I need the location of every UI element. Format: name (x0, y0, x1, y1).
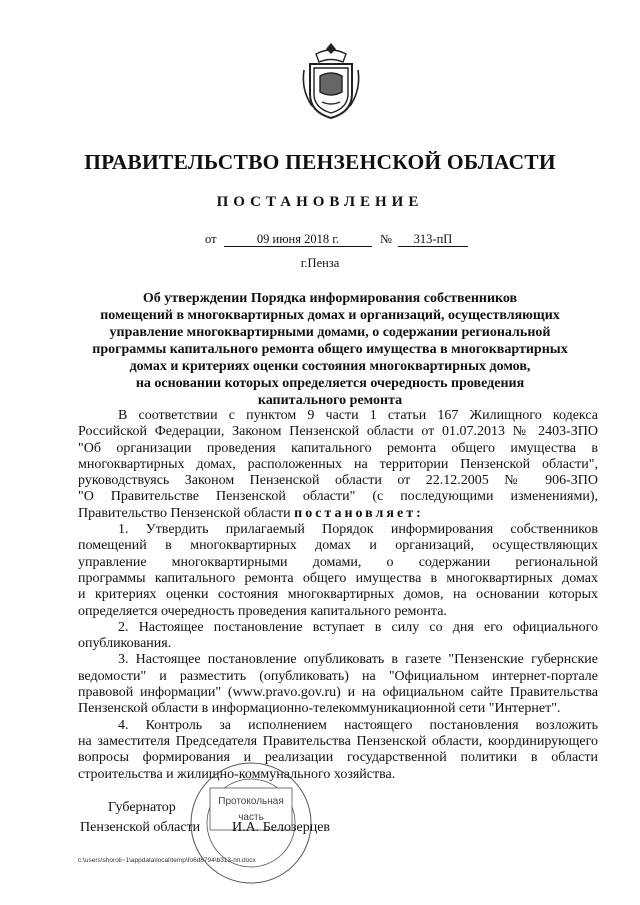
item-line: помещений в многоквартирных домах и организаций, осуществляющих (78, 538, 598, 554)
item-line: опубликования. (78, 636, 172, 652)
from-label: от (205, 232, 217, 246)
preamble-line: "Об организации проведения капитального ремонта общего имущества в (78, 440, 598, 456)
item-line: строительства и жилищно-коммунального хозяйства. (78, 766, 396, 782)
document-heading (60, 290, 600, 409)
city: г.Пенза (300, 256, 340, 270)
item-line: управление многоквартирными домами, о содержании региональной (78, 554, 598, 570)
signature-position-line1: Губернатор (108, 800, 176, 815)
signature-name: И.А. Белозерцев (232, 820, 331, 835)
item-line: определяется очередность проведения капитального ремонта. (78, 603, 447, 619)
coat-of-arms-icon (300, 40, 362, 120)
item-line: на заместителя Председателя Правительства Пензенской области, координирующего (78, 733, 598, 749)
preamble-line: В соответствии с пунктом 9 части 1 статьи 167 Жилищного кодекса (118, 408, 598, 423)
signature-position-line2: Пензенской области (80, 820, 201, 835)
item-line: 3. Настоящее постановление опубликовать в газете "Пензенские губернские (118, 652, 598, 668)
stamp-line-2: часть (238, 812, 264, 823)
item-line: Пензенской области в информационно-телекоммуникационной сети "Интернет". (78, 701, 561, 717)
file-path-footer: c:\users\shoroli~1\appdata\local\temp\fo6d8794\b313-пп.docx (78, 857, 256, 864)
preamble-line: Российской Федерации, Законом Пензенской области от 01.07.2013 № 2403-ЗПО (78, 424, 598, 440)
heading-line: домах и критериях оценки состояния многоквартирных домов, (129, 359, 531, 374)
heading-line: капитального ремонта (257, 393, 403, 408)
decree-line (78, 506, 598, 522)
stamp-line-1: Протокольная (218, 796, 284, 807)
decree-word: постановляет: (294, 505, 424, 521)
item-line: ведомости" и разместить (опубликовать) на "Официальном интернет-портале (78, 668, 598, 684)
heading-line: программы капитального ремонта общего имущества в многоквартирных (92, 342, 568, 357)
number-label: № (380, 232, 392, 246)
heading-line: Об утверждении Порядка информирования собственников (142, 291, 518, 306)
government-title: ПРАВИТЕЛЬСТВО ПЕНЗЕНСКОЙ ОБЛАСТИ (84, 150, 556, 174)
item-line: и критериях оценки состояния многоквартирных домов, на основании которых (78, 587, 598, 603)
decree-intro: Правительство Пензенской области (78, 505, 291, 521)
preamble-line: "О Правительстве Пензенской области" (с последующими изменениями), (78, 489, 598, 505)
item-line: 2. Настоящее постановление вступает в силу со дня его официального (118, 619, 598, 635)
item-line: программы капитального ремонта общего имущества в многоквартирных домах (78, 570, 598, 586)
document-type: ПОСТАНОВЛЕНИЕ (216, 194, 424, 210)
item-line: вопросы формирования и реализации государственной политики в области (78, 750, 598, 766)
heading-line: помещений в многоквартирных домах и организаций, осуществляющих (100, 308, 560, 323)
heading-line: на основании которых определяется очередность проведения (135, 376, 525, 391)
preamble-line: многоквартирных домах, расположенных на территории Пензенской области", (78, 456, 598, 472)
item-line: 1. Утвердить прилагаемый Порядок информирования собственников (118, 522, 598, 538)
item-line: правовой информации" (www.pravo.gov.ru) и на официальном сайте Правительства (78, 685, 598, 701)
document-date: 09 июня 2018 г. (224, 232, 372, 247)
heading-line: управление многоквартирными домами, о содержании региональной (109, 325, 551, 340)
preamble-line: руководствуясь Законом Пензенской области от 22.12.2005 № 906-ЗПО (78, 473, 598, 489)
document-number: 313-пП (398, 232, 468, 247)
document-body (78, 408, 598, 783)
item-line: 4. Контроль за исполнением настоящего постановления возложить (118, 717, 598, 733)
